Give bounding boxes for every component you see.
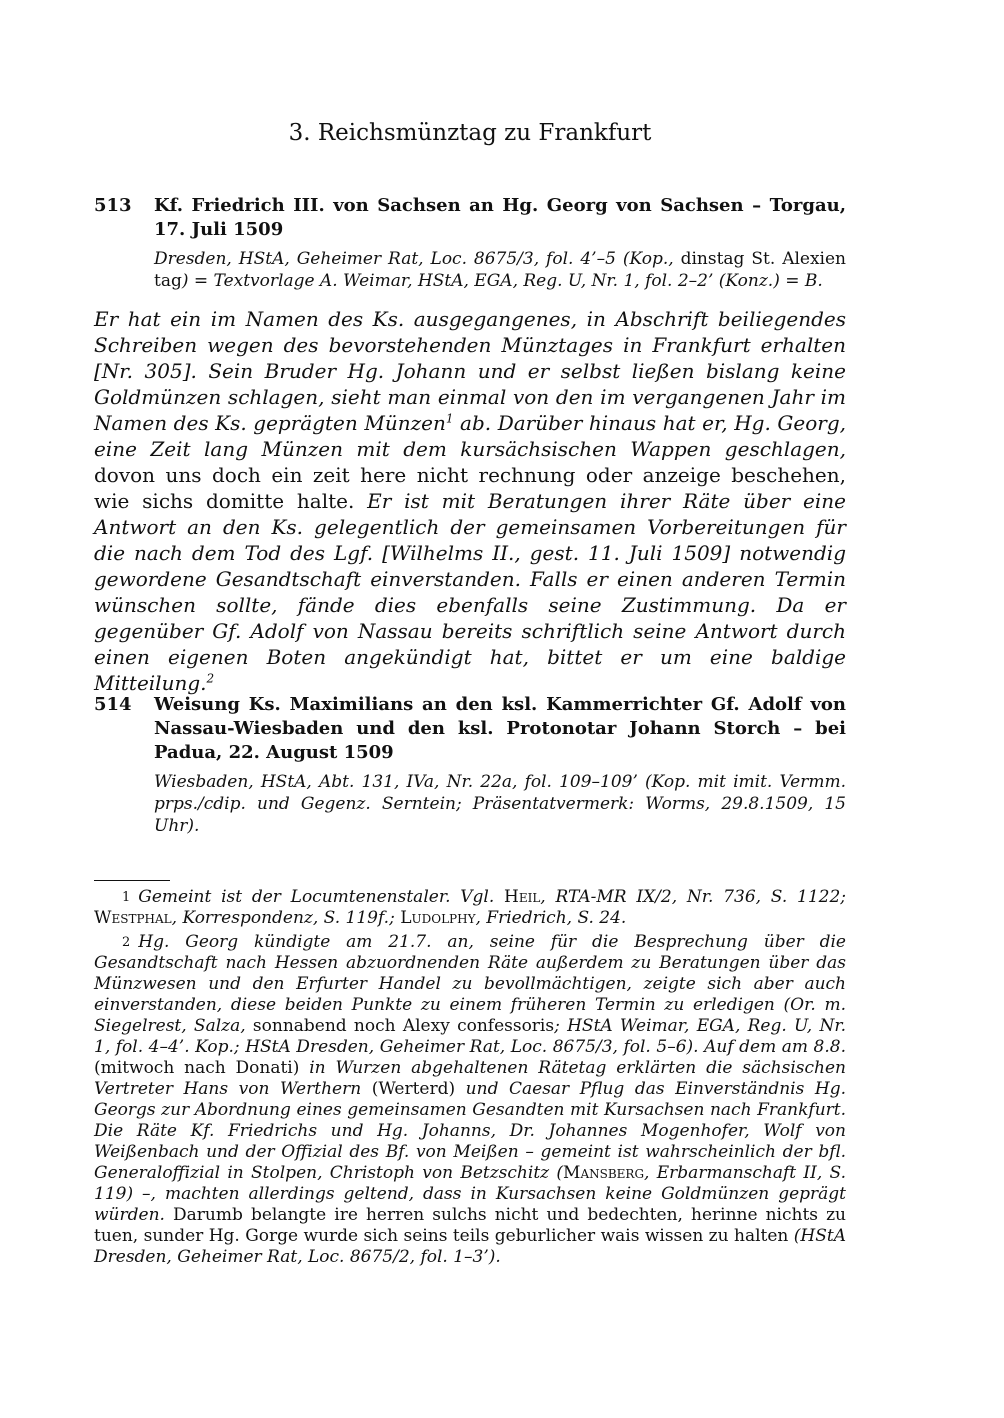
footnote-2: $^2$ Hg. Georg kündigte am 21.7. an, seine für die Besprechung über die Gesandtschaft nach Hessen abzuordnenden Räte außerdem zu Beratungen über das Münzwesen und den Erfurter Handel zu bevollmächtigen, zeigte sich aber auch einverstanden, diese beiden Punkte zu einem früheren Termin zu erledigen (Or. m. Siegelrest, Salza, sonnabend noch Alexy confessoris; HStA Weimar, EGA, Reg. U, Nr. 1, fol. 4–4’. Kop.; HStA Dresden, Geheimer Rat, Loc. 8675/3, fol. 5–6). Auf dem am 8.8. (mitwoch nach Donati) in Wurzen abgehaltenen Rätetag erklärten die sächsischen Vertreter Hans von Werthern (Werterd) und Caesar Pflug das Einverständnis Hg. Georgs zur Abordnung eines gemeinsamen Gesandten mit Kursachsen nach Frankfurt. Die Räte Kf. Friedrichs und Hg. Johanns, Dr. Johannes Mogenhofer, Wolf von Weißenbach und der Offizial des Bf. von Meißen – gemeint ist wahrscheinlich der bfl. Generaloffizial in Stolpen, Christoph von Betzschitz (Mansberg, Erbarmanschaft II, S. 119) –, machten allerdings geltend, dass in Kursachsen keine Goldmünzen geprägt würden. Darumb belangte ire herren sulchs nicht und bedechten, herinne nichts zu tuen, sunder Hg. Gorge wurde sich seins teils geburlicher wais wissen zu halten (HStA Dresden, Geheimer Rat, Loc. 8675/2, fol. 1–3’). — [94, 932, 847, 1267]
document-page — [94, 0, 846, 1418]
entry-514 — [94, 693, 846, 837]
quotation: dovon uns doch ein zeit here nicht rechnung oder anzeige beschehen, wie sichs domitte halte. — [94, 463, 846, 513]
footnote-ref-2[interactable]: 2 — [206, 671, 215, 686]
entry-heading: Kf. Friedrich III. von Sachsen an Hg. Georg von Sachsen – Torgau, 17. Juli 1509 — [154, 195, 846, 240]
entry-source: Dresden, HStA, Geheimer Rat, Loc. 8675/3, fol. 4’–5 (Kop., dinstag St. Alexien tag) = Textvorlage A. Weimar, HStA, EGA, Reg. U, Nr. 1, fol. 2–2’ (Konz.) = B. — [154, 249, 847, 291]
entry-number: 513 — [94, 195, 132, 216]
footnote-1: $^1$ Gemeint ist der Locumtenenstaler. Vgl. Heil, RTA-MR IX/2, Nr. 736, S. 1122; Westphal, Korrespondenz, S. 119f.; Ludolphy, Friedrich, S. 24. — [94, 887, 846, 928]
footnote-rule — [94, 880, 170, 881]
chapter-title: 3. Reichsmünztag zu Frankfurt — [288, 120, 652, 146]
regest-text: Er hat ein im Namen des Ks. ausgegangenes, in Abschrift beiliegendes Schreiben wegen des bevorstehenden Münztages in Frankfurt erhalten [Nr. 305]. Sein Bruder Hg. Johann und er selbst ließen bislang keine Goldmünzen schlagen, sieht man einmal von den im vergangenen Jahr im Namen des Ks. geprägten Münzen$^1$ ab. Darüber hinaus hat er, Hg. Georg, eine Zeit lang Münzen mit dem kursächsischen Wappen geschlagen, dovon uns doch ein zeit here nicht rechnung oder anzeige beschehen, wie sichs domitte halte. Er ist mit Beratungen ihrer Räte über eine Antwort an den Ks. gelegentlich der gemeinsamen Vorbereitungen für die nach dem Tod des Lgf. [Wilhelms II., gest. 11. Juli 1509] notwendig gewordene Gesandtschaft einverstanden. Falls er einen anderen Termin wünschen sollte, fände dies ebenfalls seine Zustimmung. Da er gegenüber Gf. Adolf von Nassau bereits schriftlich seine Antwort durch einen eigenen Boten angekündigt hat, bittet er um eine baldige Mitteilung.$^2$ — [94, 307, 846, 695]
entry-513 — [94, 194, 846, 292]
entry-source: Wiesbaden, HStA, Abt. 131, IVa, Nr. 22a, fol. 109–109’ (Kop. mit imit. Vermm. prps./cdip. und Gegenz. Serntein; Präsentatvermerk: Worms, 29.8.1509, 15 Uhr). — [154, 772, 846, 836]
entry-number: 514 — [94, 694, 132, 715]
footnote-ref-1[interactable]: 1 — [445, 411, 454, 426]
entry-heading: Weisung Ks. Maximilians an den ksl. Kammerrichter Gf. Adolf von Nassau-Wiesbaden und den ksl. Protonotar Johann Storch – bei Padua, 22. August 1509 — [154, 694, 846, 763]
